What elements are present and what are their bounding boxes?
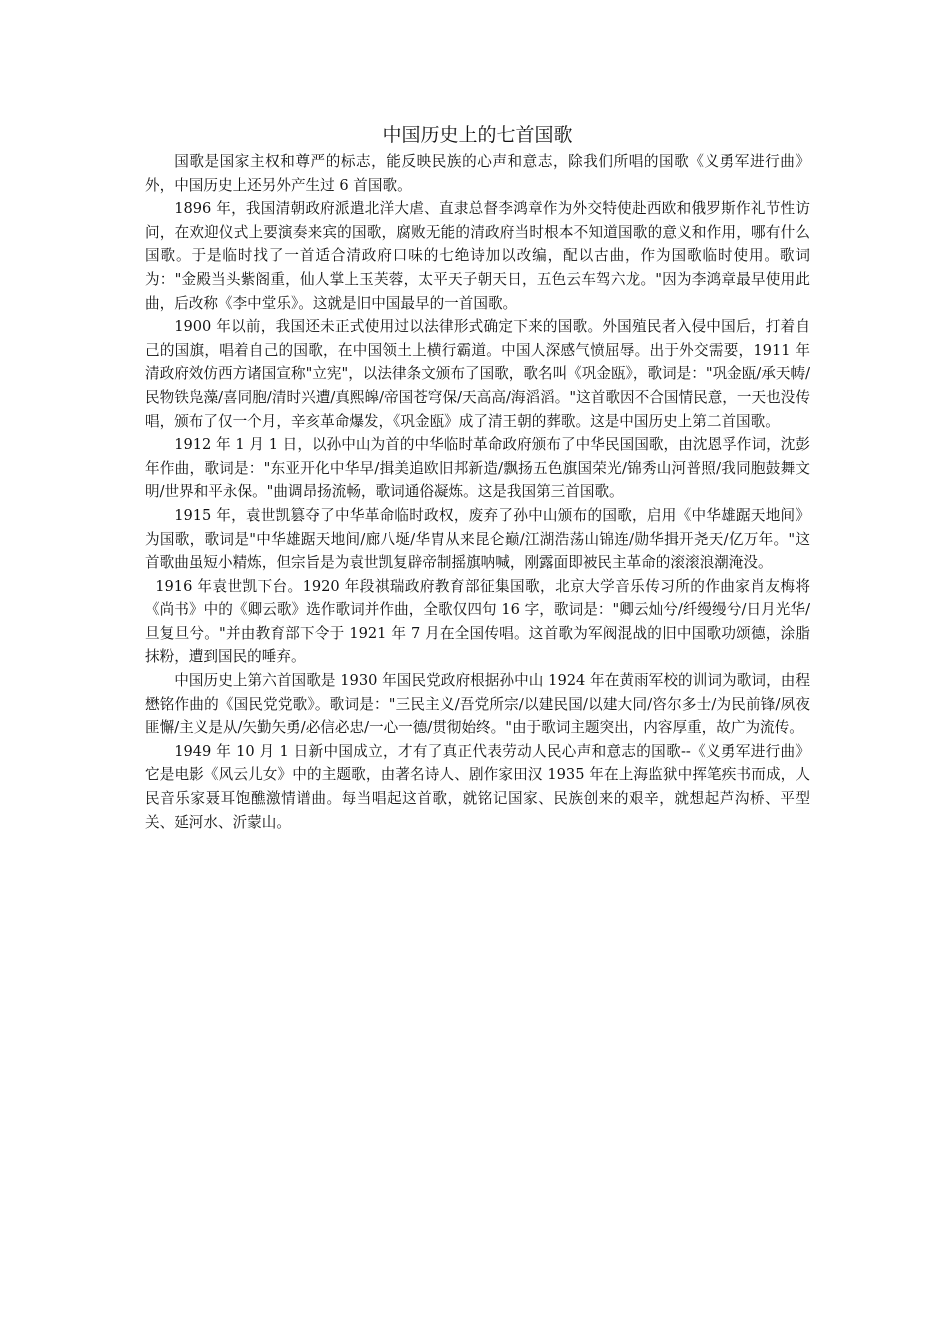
document-title: 中国历史上的七首国歌 bbox=[382, 124, 573, 146]
paragraph-1900: 1900 年以前，我国还未正式使用过以法律形式确定下来的国歌。外国殖民者入侵中国后，打着自己的国旗，唱着自己的国歌，在中国领土上横行霸道。中国人深感气愤屈辱。出于外交需要，1911 年清政府效仿西方诸国宣称"立宪"，以法律条文颁布了国歌，歌名叫《巩金瓯》，歌词是："巩金瓯/承天帱/民物铁凫藻/喜同胞/清时兴遭/真熙皞/帝国苍穹保/天高高/海滔滔。"这首歌因不合国情民意，一天也没传唱，颁布了仅一个月，辛亥革命爆发，《巩金瓯》成了清王朝的葬歌。这是中国历史上第二首国歌。 bbox=[145, 318, 810, 430]
paragraph-1912: 1912 年 1 月 1 日，以孙中山为首的中华临时革命政府颁布了中华民国国歌，由沈恩孚作词，沈彭年作曲，歌词是："东亚开化中华早/揖美追欧旧邦新造/飘扬五色旗国荣光/锦秀山河普照/我同胞鼓舞文明/世界和平永保。"曲调昂扬流畅，歌词通俗凝炼。这是我国第三首国歌。 bbox=[145, 436, 810, 501]
paragraph-1915: 1915 年，袁世凯篡夺了中华革命临时政权，废弃了孙中山颁布的国歌，启用《中华雄踞天地间》为国歌，歌词是"中华雄踞天地间/廊八埏/华胄从来昆仑巅/江湖浩荡山锦连/勋华揖开尧天/亿万年。"这首歌曲虽短小精炼，但宗旨是为袁世凯复辟帝制摇旗呐喊，刚露面即被民主革命的滚滚浪潮淹没。 bbox=[145, 506, 810, 572]
paragraph-1916: 1916 年袁世凯下台。1920 年段祺瑞政府教育部征集国歌，北京大学音乐传习所的作曲家肖友梅将《尚书》中的《卿云歌》选作歌词并作曲，全歌仅四句 16 字，歌词是："卿云灿兮/纤缦缦兮/日月光华/旦复旦兮。"并由教育部下令于 1921 年 7 月在全国传唱。这首歌为军阀混战的旧中国歌功颂德，涂脂抹粉，遭到国民的唾弃。 bbox=[145, 577, 810, 666]
document-page bbox=[145, 120, 810, 834]
paragraph-1930: 中国历史上第六首国歌是 1930 年国民党政府根据孙中山 1924 年在黄雨军校的训词为歌词，由程懋铭作曲的《国民党党歌》。歌词是："三民主义/吾党所宗/以建民国/以建大同/咨尔多士/为民前锋/夙夜匪懈/主义是从/矢勤矢勇/必信必忠/一心一德/贯彻始终。"由于歌词主题突出，内容厚重，故广为流传。 bbox=[145, 672, 810, 737]
paragraph-1949: 1949 年 10 月 1 日新中国成立，才有了真正代表劳动人民心声和意志的国歌--《义勇军进行曲》它是电影《风云儿女》中的主题歌，由著名诗人、剧作家田汉 1935 年在上海监狱中挥笔疾书而成，人民音乐家聂耳饱醮激情谱曲。每当唱起这首歌，就铭记国家、民族创来的艰辛，就想起芦沟桥、平型关、延河水、沂蒙山。 bbox=[145, 742, 810, 831]
paragraph-1896: 1896 年，我国清朝政府派遣北洋大虐、直隶总督李鸿章作为外交特使赴西欧和俄罗斯作礼节性访问，在欢迎仪式上要演奏来宾的国歌，腐败无能的清政府当时根本不知道国歌的意义和作用，哪有什么国歌。于是临时找了一首适合清政府口味的七绝诗加以改编，配以古曲，作为国歌临时使用。歌词为："金殿当头紫阁重，仙人掌上玉芙蓉，太平天子朝天日，五色云车驾六龙。"因为李鸿章最早使用此曲，后改称《李中堂乐》。这就是旧中国最早的一首国歌。 bbox=[145, 200, 810, 312]
paragraph-intro: 国歌是国家主权和尊严的标志，能反映民族的心声和意志，除我们所唱的国歌《义勇军进行曲》外，中国历史上还另外产生过 6 首国歌。 bbox=[145, 153, 810, 194]
